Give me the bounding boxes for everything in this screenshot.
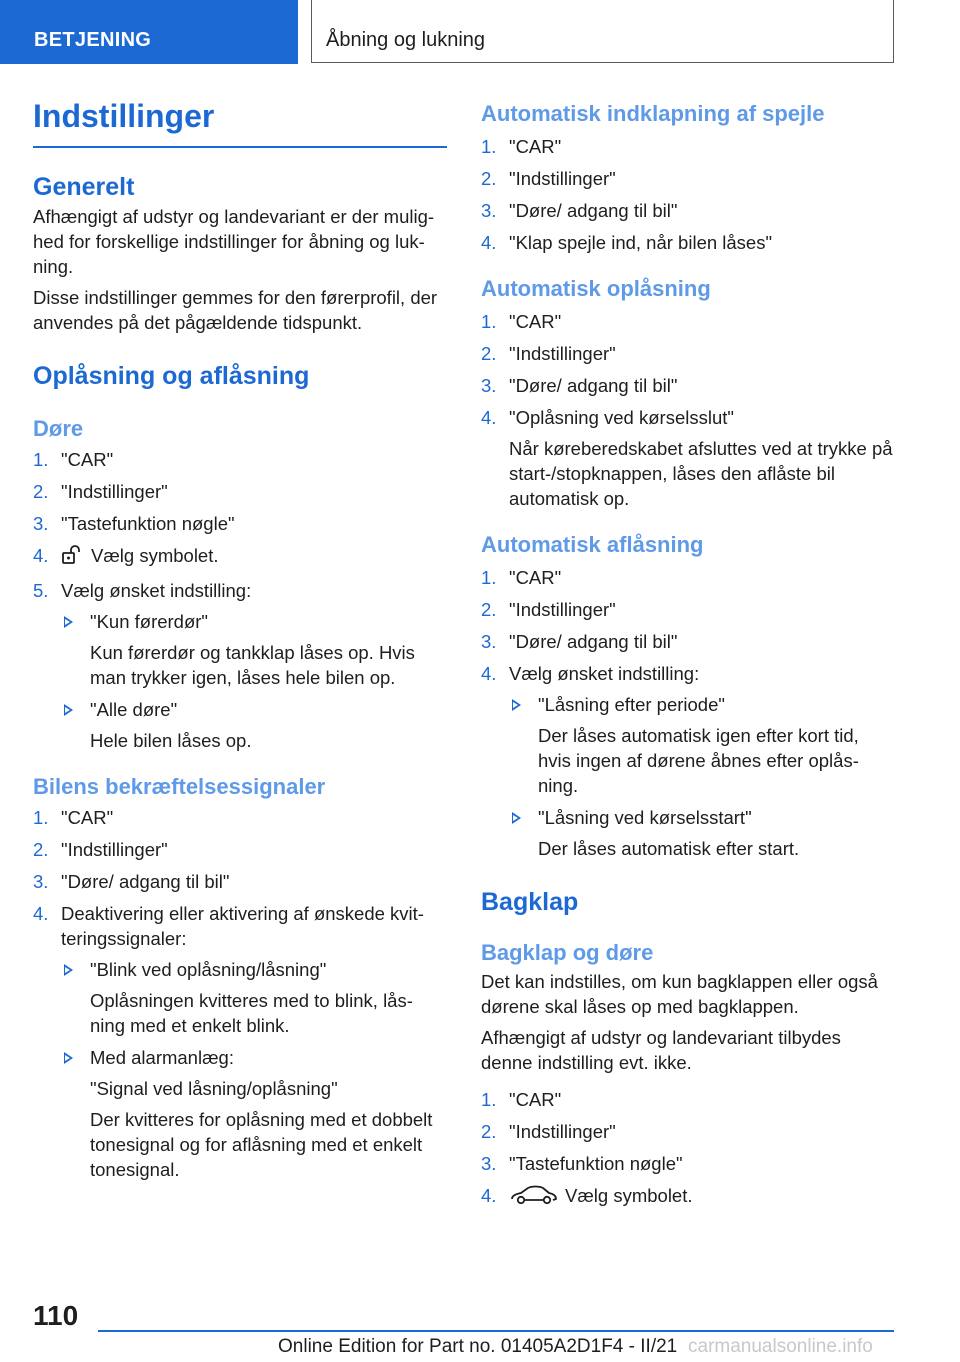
- heading-generelt: Generelt: [33, 173, 135, 201]
- option-item: "Låsning ved kørselsstart" Der låses automatisk efter start.: [509, 805, 893, 861]
- triangle-right-icon: [64, 616, 73, 628]
- list-item: 1. "CAR": [481, 136, 562, 157]
- bagklap-paragraph-2: Afhængigt af udstyr og landevariant tilbydes denne indstilling evt. ikke.: [481, 1027, 841, 1073]
- list-item: 3. "Døre/ adgang til bil": [33, 871, 230, 892]
- dore-steps: [33, 447, 447, 753]
- triangle-right-icon: [64, 704, 73, 716]
- list-item: 1. "CAR": [481, 1089, 562, 1110]
- triangle-right-icon: [64, 1052, 73, 1064]
- watermark: carmanualsonline.info: [688, 1336, 873, 1357]
- list-item: 1. "CAR": [33, 449, 114, 470]
- spejle-steps: [481, 134, 893, 255]
- heading-bagklap: Bagklap: [481, 888, 579, 916]
- heading-auto-oplasning: Automatisk oplåsning: [481, 276, 711, 301]
- header-chapter-label: Åbning og lukning: [326, 29, 486, 51]
- auto-oplasning-steps: [481, 309, 893, 511]
- heading-dore: Døre: [33, 416, 84, 441]
- list-item: 5. Vælg ønsket indstilling: "Kun førerdør" Kun førerdør og tankklap låses op. Hvis man trykker igen, låses hele bilen op. "Alle døre" Hele bilen låses op.: [33, 578, 447, 753]
- page-title: Indstillinger: [33, 98, 215, 134]
- list-item: 1. "CAR": [33, 807, 114, 828]
- list-item: 2. "Indstillinger": [481, 599, 616, 620]
- right-column: [481, 100, 893, 1218]
- list-item: 3. "Tastefunktion nøgle": [33, 513, 235, 534]
- list-item: 3. "Døre/ adgang til bil": [481, 631, 678, 652]
- header-chapter-box: [311, 0, 894, 63]
- list-item: 4. Deaktivering eller aktivering af ønskede kvit‐teringssignaler: "Blink ved oplåsning/låsning" Oplåsningen kvitteres med to blink, lås‐ning med et enkelt blink. Med alarmanlæg: "Signal ved låsning/oplåsning" Der kvitteres for oplåsning med et dobbelt tonesignal og for aflåsning med et enkelt tonesignal.: [33, 901, 447, 1182]
- triangle-right-icon: [512, 699, 521, 711]
- bagklap-paragraph-1: Det kan indstilles, om kun bagklappen eller også dørene skal låses op med bagklappen.: [481, 971, 878, 1017]
- auto-aflasning-steps: [481, 565, 893, 861]
- option-item: "Alle døre" Hele bilen låses op.: [61, 697, 447, 753]
- footer-rule: [98, 1330, 894, 1332]
- option-item: "Låsning efter periode" Der låses automatisk igen efter kort tid, hvis ingen af dørene åbnes efter oplås‐ning.: [509, 692, 893, 798]
- list-item: 4. Vælg symbolet.: [481, 1183, 893, 1211]
- auto-aflasning-options: [509, 692, 893, 861]
- triangle-right-icon: [512, 812, 521, 824]
- list-item: 4. "Klap spejle ind, når bilen låses": [481, 232, 773, 253]
- dore-options: [61, 609, 447, 753]
- car-icon: [509, 1185, 559, 1211]
- list-item: 3. "Døre/ adgang til bil": [481, 200, 678, 221]
- heading-bagklap-dore: Bagklap og døre: [481, 940, 654, 965]
- bagklap-steps: [481, 1087, 893, 1211]
- page-number: 110: [33, 1300, 79, 1331]
- heading-spejle: Automatisk indklapning af spejle: [481, 101, 825, 126]
- option-item: "Kun førerdør" Kun førerdør og tankklap låses op. Hvis man trykker igen, låses hele bilen op.: [61, 609, 447, 690]
- generelt-paragraph-2: Disse indstillinger gemmes for den førerprofil, der anvendes på det pågældende tidspunkt.: [33, 287, 438, 333]
- list-item: 2. "Indstillinger": [481, 168, 616, 189]
- list-item: 4. "Oplåsning ved kørselsslut" Når køreberedskabet afsluttes ved at trykke på start-/stopknappen, låses den aflåste bil automatisk op.: [481, 407, 893, 509]
- left-column: [33, 96, 447, 1189]
- triangle-right-icon: [64, 964, 73, 976]
- list-item: 2. "Indstillinger": [33, 481, 168, 502]
- list-item: 3. "Tastefunktion nøgle": [481, 1153, 683, 1174]
- list-item: 2. "Indstillinger": [481, 1121, 616, 1142]
- heading-oplasning: Oplåsning og aflåsning: [33, 362, 310, 390]
- title-rule: [33, 146, 447, 148]
- unlock-icon: [61, 545, 85, 571]
- generelt-paragraph-1: Afhængigt af udstyr og landevariant er der mulig‐hed for forskellige indstillinger for åbning og luk‐ning.: [33, 206, 435, 277]
- header-section-label: BETJENING: [34, 29, 152, 51]
- list-item: 4. Vælg ønsket indstilling: "Låsning efter periode" Der låses automatisk igen efter kort tid, hvis ingen af dørene åbnes efter oplås‐ning. "Låsning ved kørselsstart" Der låses automatisk efter start.: [481, 661, 893, 861]
- list-item: 2. "Indstillinger": [33, 839, 168, 860]
- footer-edition: Online Edition for Part no. 01405A2D1F4 - II/21: [278, 1336, 678, 1357]
- option-item: "Blink ved oplåsning/låsning" Oplåsningen kvitteres med to blink, lås‐ning med et enkelt blink.: [61, 957, 447, 1038]
- header-section-tab: [0, 0, 298, 64]
- list-item: 1. "CAR": [481, 567, 562, 588]
- option-item: Med alarmanlæg: "Signal ved låsning/oplåsning" Der kvitteres for oplåsning med et dobbelt tonesignal og for aflåsning med et enkelt tonesignal.: [61, 1045, 447, 1182]
- bekraeft-steps: [33, 805, 447, 1182]
- heading-bekraeft: Bilens bekræftelsessignaler: [33, 774, 326, 799]
- list-item: 4. Vælg symbolet.: [33, 543, 447, 571]
- list-item: 2. "Indstillinger": [481, 343, 616, 364]
- bekraeft-options: [61, 957, 447, 1182]
- list-item: 3. "Døre/ adgang til bil": [481, 375, 678, 396]
- heading-auto-aflasning: Automatisk aflåsning: [481, 532, 704, 557]
- auto-oplasning-note: Når køreberedskabet afsluttes ved at trykke på start-/stopknappen, låses den aflåste bil automatisk op.: [509, 438, 893, 509]
- list-item: 1. "CAR": [481, 311, 562, 332]
